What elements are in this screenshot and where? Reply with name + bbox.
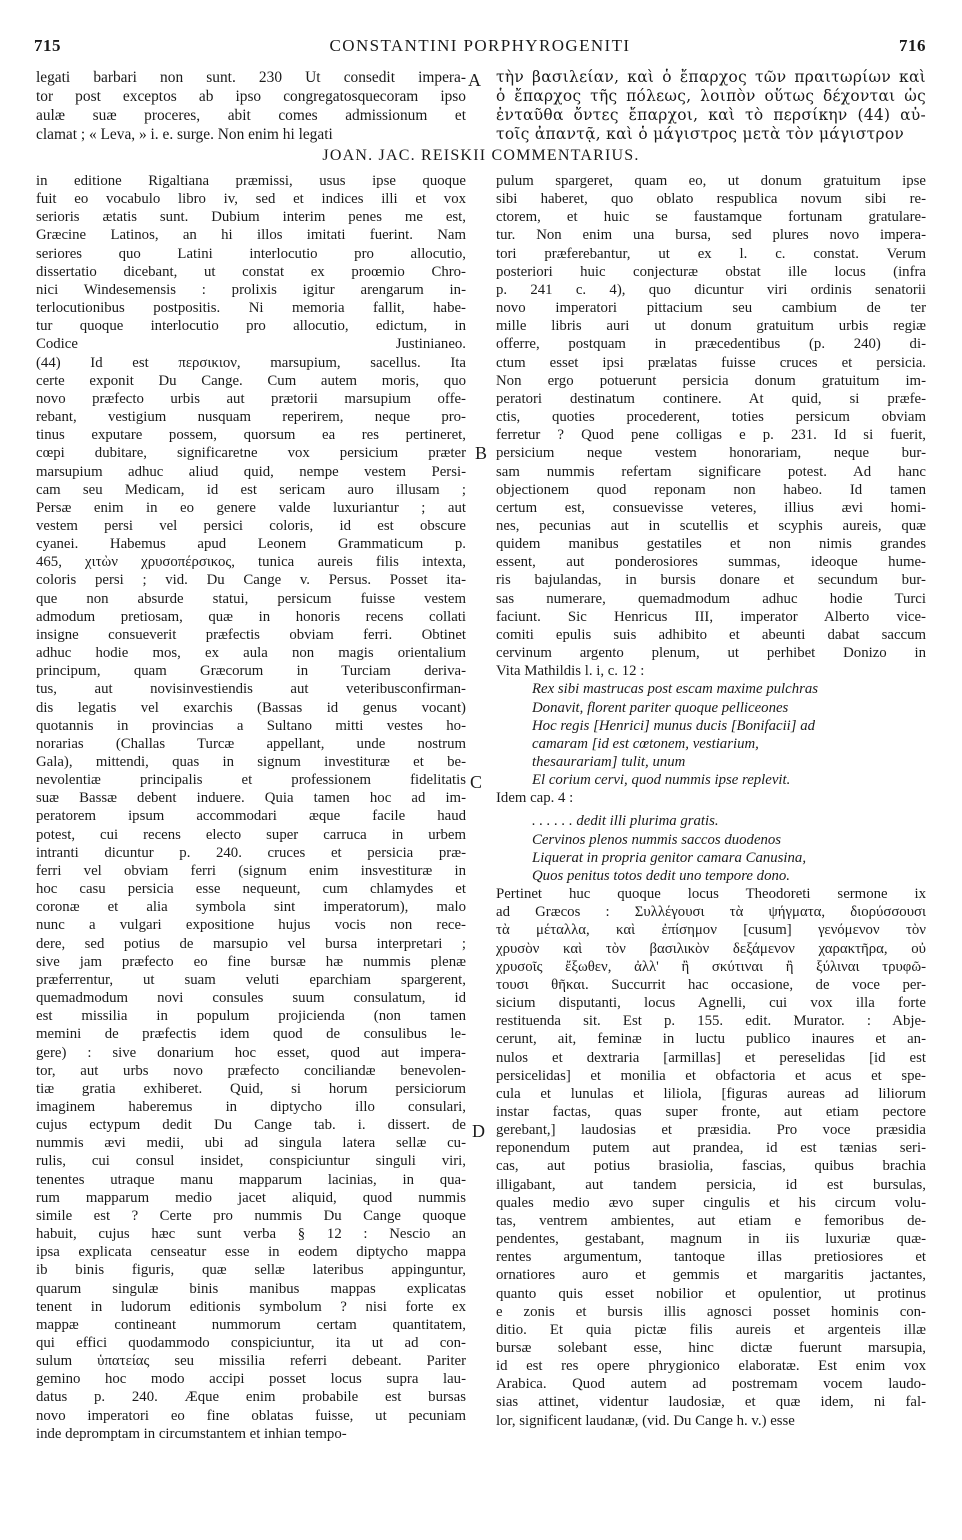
text-line: Donavit, florent pariter quoque pelliceones (532, 699, 789, 716)
text-line: rulis, cui consul insidet, conspiciuntur singuli viri, (36, 1153, 466, 1170)
text-line: Pertinet huc quoque locus Theodoreti sermone ix (496, 886, 926, 903)
text-line: nevolentiæ principalis et professionem fidelitatis (36, 772, 466, 789)
text-line: 465, χιτὼν χρυσοπέρσικος, tunica aureis filis intexta, (36, 554, 466, 571)
text-line: Codice Justinianeo. (36, 336, 466, 353)
text-line: essent, aut ponderosiores summas, ideoque hume- (496, 554, 926, 571)
text-line: mappæ contineant nummorum certam quantitatem, (36, 1316, 466, 1333)
text-line: pulum spargeret, quam eo, ut donum gratuitum ipse (496, 173, 926, 189)
text-line: (44) Id est περσικιον, marsupium, sacellus. Ita (36, 354, 466, 371)
text-line: qui effici quodammodo conspiciuntur, ita ut ad con- (36, 1335, 466, 1351)
commentary-left-column (36, 172, 466, 1443)
text-line: id est res opere phrygionico elaboratæ. Est enim vox (496, 1358, 926, 1375)
text-line: præferrentur, ut suam veluti eparchiam spargerent, (36, 971, 466, 988)
text-line: simile est ? Certe pro nummis Du Cange quoque (36, 1207, 466, 1224)
text-line: cam seu Medicam, id est sericam auro illusam ; (36, 481, 466, 498)
text-line: cervinum argento plenum, ut perhibet Donizo in (496, 645, 926, 662)
text-line: gerebant,] laudosias et præsidia. Pro voce præsidia (496, 1122, 926, 1139)
text-line: nes, pecunias aut in scutellis et scyphis aureis, quæ (496, 517, 926, 534)
text-line: Hoc regis [Henrici] munus ducis [Bonifacii] ad (532, 717, 816, 734)
text-line: reponendum putem aut prandea, id est tænias seri- (496, 1140, 926, 1157)
text-line: bursæ solebant esse, hinc dictæ fuerunt marsupia, (496, 1340, 926, 1356)
text-line: nunc a vulgari expositione hujus vocis non rece- (36, 917, 466, 934)
text-line: tor post exceptos ab ipso congregatosquecoram ipso (36, 88, 466, 105)
text-line: τὰ μέταλλα, καὶ ἐπίσημον [cusum] γενόμενον τὸν (496, 922, 926, 939)
text-line: tinus exputare possem, quorsum ea res pertineret, (36, 427, 466, 444)
text-line: ornatiores auro et gemmis et margaritis jactantes, (496, 1267, 926, 1284)
text-line: marsupium adhuc aliud quid, nempe vestem Persi- (36, 463, 466, 480)
text-line: tus, aut novisinvestiendis aut veteribusconfirman- (36, 681, 466, 698)
text-line: vestem persi vel persici coloris, id est obscure (36, 517, 466, 534)
text-line: Persæ enim in eo genere valde luxuriantur ; aut (36, 499, 466, 516)
text-line: χρυσὸν καὶ τὸν βασιλικὸν δεξάμενον χαρακτῆρα, οὐ (496, 940, 926, 957)
text-line: cerunt, ait, feminæ in luctu publico inaures et an- (496, 1031, 926, 1048)
text-line: novo imperatori eo fine oblatas fuisse, ut pecuniam (36, 1407, 466, 1424)
commentary-right-column (496, 172, 926, 1430)
text-line: Arabica. Quod autem ad postremam vocem laudo- (496, 1376, 926, 1393)
text-line: admodum pretiosam, quæ in honoris recens collati (36, 608, 466, 625)
text-line: imaginem haberemus in diptycho illo consulari, (36, 1098, 466, 1115)
text-line: τὴν βασιλείαν, καὶ ὁ ἔπαρχος τῶν πραιτωρίων καὶ (496, 68, 926, 86)
margin-marker-c: C (470, 772, 483, 792)
text-line: coronæ et alia symbola sint imperatorum), malo (36, 899, 466, 916)
text-line: tas, ventrem ambientes, aut etiam e femoribus de- (496, 1212, 926, 1229)
text-line: terlocutionibus postpositis. Ni memoria fallit, habe- (36, 300, 466, 317)
text-line: χρυσοῖς ἔξωθεν, ἀλλ' ἢ σκύτιναι ἢ ξύλιναι τρυφῶ- (496, 958, 926, 975)
text-line: norarias (Challas Turcæ appellant, unde nostrum (36, 735, 466, 752)
text-line: τουσι θῆκαι. Succurrit hac occasione, de voce per- (496, 976, 926, 993)
text-line: ctum esset ipsi prælatas fuisse cruces et persicia. (496, 354, 926, 371)
text-line: serioris ætatis sunt. Dubium interim penes me est, (36, 209, 466, 226)
text-line: nici Windesemensis : prolixis igitur arengarum in- (36, 281, 466, 298)
text-line: p. 241 c. 4), quo dicuntur viri ordinis senatorii (496, 281, 926, 298)
text-line: ferri vel obviam ferri (signum enim insvestituræ in (36, 862, 466, 879)
main-text-latin (36, 68, 466, 144)
text-line: Rex sibi mastrucas post escam maxime pulchras (532, 681, 819, 698)
text-line: gemino hoc modo accipi posset locus supra lau- (36, 1371, 466, 1388)
margin-marker-b: B (475, 443, 488, 463)
text-line: datus p. 240. Æque enim probabile est bursas (36, 1389, 466, 1406)
text-line: sias attinet, videntur laudosiæ, et quæ idem, ni fal- (496, 1394, 926, 1411)
text-line: lor, significent laudanæ, (vid. Du Cange h. v.) esse (496, 1412, 795, 1429)
text-line: offerre, postquam in præcedentibus (p. 240) di- (496, 336, 926, 353)
text-line: ris bajulandas, in bursis donare et secundum bur- (496, 572, 926, 589)
text-line: hoc casu persicia esse nequeunt, cum chlamydes et (36, 881, 466, 898)
left-page-number: 715 (34, 36, 61, 55)
text-line: ad Græcos : Συλλέγουσι τὰ ψήγματα, διορύσσουσι (496, 904, 926, 921)
text-line: ib binis figuris, quæ sellæ lateribus appinguntur, (36, 1262, 466, 1279)
running-title: CONSTANTINI PORPHYROGENITI (329, 36, 631, 55)
page-header (34, 36, 926, 58)
text-line: peratorem ipsum accommodari æque facile haud (36, 808, 466, 825)
text-line: inde depromptam in circumstantem et inhian tempo- (36, 1425, 347, 1442)
text-line: Quos penitus totos dedit uno tempore dono. (532, 867, 790, 884)
text-line: fuit eo vocabulo libro iv, sed et indices illi et vox (36, 191, 466, 208)
text-line: dissertatio dicebant, ut constat ex proœmio Chro- (36, 263, 466, 280)
right-page-number: 716 (899, 36, 926, 55)
text-line: mille libris auri ut donum gratuitum urbis regiæ (496, 318, 926, 335)
text-line: dis legatis vel exarchis (Bassas id genus vocant) (36, 699, 466, 716)
text-line: quales medio ævo super cingulis et his circum volu- (496, 1194, 926, 1211)
text-line: rum mapparum medio jacet aliquid, quod nummis (36, 1189, 466, 1206)
text-line: cœpi dubitare, significaretne vox persicium præter (36, 445, 466, 462)
commentary-title: JOAN. JAC. REISKII COMMENTARIUS. (322, 147, 640, 164)
idem-label-text: Idem cap. 4 : (496, 790, 574, 807)
quote-donizo-1 (532, 680, 926, 789)
commentary-right-part-1 (496, 172, 926, 680)
text-line: intranti dicuntur p. 240. cruces et persicia præ- (36, 844, 466, 861)
text-line: ipsa explicata censeatur esse in eodem diptycho mappa (36, 1244, 466, 1261)
text-line: quarum singulæ binis manibus mappas explicatas (36, 1280, 466, 1297)
text-line: coloris persi ; vid. Du Cange v. Persus. Posset ita- (36, 572, 466, 589)
text-line: ctorem, et huic se faustamque fortunam gratulare- (496, 209, 926, 226)
text-line: certe exponit Du Cange. Cum autem moris, quo (36, 372, 466, 389)
text-line: suæ Bassæ debent induere. Quia tamen hoc ad im- (36, 790, 466, 807)
text-line: ferretur ? Quod pene colligas e p. 231. Id si fuerit, (496, 427, 926, 444)
text-line: nummis ævi medii, ubi ad singula latera sellæ cu- (36, 1135, 466, 1152)
text-line: ctis, quoties procederent, toties persicum obviam (496, 409, 926, 426)
text-line: ditio. Et quia pictæ filis aureis et argenteis illæ (496, 1321, 926, 1338)
text-line: ἐνταῦθα ὄντες ἔπαρχοι, καὶ τὸ περσίκην (44) αὐ- (496, 106, 926, 124)
text-line: sas numerare, quemadmodum adhuc hodie Turci (496, 590, 926, 607)
text-line: cula et lunulas et liliola, [figuras aureas ad liliorum (496, 1085, 926, 1102)
main-text-greek (496, 68, 926, 144)
text-line: que non absurde statui, persicum fuisse vestem (36, 590, 466, 607)
text-line: rebant, vestigium nusquam reperirem, neque pro- (36, 409, 466, 426)
text-line: tur. Non enim una bursa, sed plures novo impera- (496, 227, 926, 244)
text-line: Liquerat in propria genitor camara Canusina, (532, 849, 807, 866)
text-line: rentes argumentum, tantoque illas pretiosiores et (496, 1249, 926, 1266)
text-line: El corium cervi, quod nummis ipse replevit. (532, 772, 791, 789)
text-line: tor, aut urbs novo præfecto conciliandæ benevolen- (36, 1062, 466, 1079)
margin-marker-a: A (468, 70, 481, 90)
text-line: aulæ suæ proceres, abit comes admissionum et (36, 107, 466, 124)
text-line: tori præferebantur, ut ex l. c. constat. Verum (496, 245, 926, 262)
quote-donizo-2 (532, 812, 926, 885)
text-line: sulum ὑπατείας seu missilia referri debeant. Pariter (36, 1353, 466, 1370)
text-line: Cervinos plenos nummis saccos duodenos (532, 831, 782, 848)
margin-marker-d: D (472, 1121, 485, 1141)
text-line: persicium neque vestem honorariam, neque bur- (496, 445, 926, 462)
text-line: sive jam præfecto eo fine bursæ hæ nummis plenæ (36, 953, 466, 970)
text-line: adhuc hodie mos, ex aula non magis orientalium (36, 645, 466, 662)
text-line: illigabant, aut tandem persicia, id est bursulas, (496, 1176, 926, 1193)
text-line: legati barbari non sunt. 230 Ut consedit impera- (36, 69, 466, 86)
text-line: gere) : sive donarium hoc esset, quod aut impera- (36, 1044, 466, 1061)
text-line: ὁ ἔπαρχος τῆς πόλεως, λοιπὸν οὕτως δέχονται ὡς (496, 87, 926, 105)
text-line: habuit, cujus hæc sunt verba § 12 : Nescio an (36, 1226, 466, 1243)
text-line: comiti epulis suis adhibito et abeunti dabat saccum (496, 626, 926, 643)
text-line: cujus ectypum dedit Du Cange tab. i. dissert. de (36, 1117, 466, 1134)
text-line: restituenda sit. Est p. 155. edit. Murator. : Abje- (496, 1013, 926, 1030)
text-line: peratori destinatum continere. At quid, si præfe- (496, 390, 926, 407)
text-line: quanto quis esset nobilior et opulentior, ut protinus (496, 1285, 926, 1302)
text-line: Græcine Latinos, an hi illos imitati fuerint. Nam (36, 227, 466, 244)
text-line: τοῖς ἀπαντᾷ, καὶ ὁ μάγιστρος μετὰ τὸν μάγιστρον (496, 125, 905, 143)
text-line: insigne consueverit præfectis obviam ferri. Obtinet (36, 626, 466, 643)
text-line: novo imperatori pittacium seu cambium de ter (496, 300, 926, 317)
text-line: Non ergo potuerunt persicia donum gratuitum im- (496, 372, 926, 389)
text-line: faciunt. Sic Henricus III, imperator Alberto vice- (496, 608, 926, 625)
text-line: Gala), mittendi, quas in signum investituræ et be- (36, 754, 466, 770)
text-line: thesaurariam] tulit, unum (532, 754, 686, 770)
text-line: sam nummis refertam significare potest. Ad hanc (496, 463, 926, 480)
text-line: principum, quam Græcorum in Turciam deriva- (36, 663, 466, 680)
text-line: tur quoque interlocutio pro allocutio, edictum, in (36, 318, 466, 335)
text-line: instar factas, quas super fronte, aut etiam pectore (496, 1103, 926, 1120)
text-line: sibi haberet, quo oblato respublica novum sibi re- (496, 191, 926, 208)
text-line: sicium disputanti, locus Agnelli, cui vox illa forte (496, 995, 926, 1012)
text-line: posteriori huic conjecturæ obstat ille locus (infra (496, 263, 926, 280)
text-line: persicelidas] et monilia et obfactoria et acus et spe- (496, 1067, 926, 1084)
text-line: cyanei. Habemus apud Leonem Grammaticum p. (36, 536, 466, 553)
text-line: quidem manibus gestatiles et non nimis grandes (496, 536, 926, 553)
text-line: memini de præfectis idem quod de consulibus le- (36, 1026, 466, 1043)
text-line: e zonis et bursis illis agnosci posset hominis con- (496, 1303, 926, 1320)
text-line: tenent in ludorum editionis symbolum ? nisi forte ex (36, 1298, 466, 1315)
text-line: . . . . . . dedit illi plurima gratis. (532, 813, 719, 830)
text-line: dere, sed potius de marsupio vel bursa interpretari ; (36, 935, 466, 952)
text-line: clamat ; « Leva, » i. e. surge. Non enim hi legati (36, 126, 333, 143)
text-line: tiæ gratia exhiberet. Quid, si horum persiciorum (36, 1080, 466, 1097)
text-line: Vita Mathildis l. i, c. 12 : (496, 663, 645, 680)
text-line: certum est, consuevisse veteres, illius ævi homi- (496, 499, 926, 516)
text-line: quotannis in provincias a Sultano mitti vestes ho- (36, 717, 466, 734)
text-line: pendentes, gestabant, magnum in iis luxuriæ quæ- (496, 1231, 926, 1248)
text-line: tenentes utraque manu mapparum lacinias, in qua- (36, 1171, 466, 1188)
text-line: objectionem quod reponam non habeo. Id tamen (496, 481, 926, 498)
text-line: quemadmodum novi consules suum consulatum, id (36, 990, 466, 1007)
text-line: nulos et dextraria [armillas] et pereselidas [id est (496, 1049, 926, 1066)
text-line: est missilia in populum projicienda (non tamen (36, 1008, 466, 1025)
text-line: in editione Rigaltiana præmissi, usus ipse quoque (36, 173, 466, 189)
commentary-right-part-2 (496, 885, 926, 1430)
text-line: camaram [id est cœtonem, vestiarium, (532, 735, 759, 752)
text-line: potest, cui recens electo super carruca in urbem (36, 826, 466, 843)
idem-label (496, 789, 926, 807)
text-line: seriores quo Latini interlocutio pro allocutio, (36, 245, 466, 262)
text-line: novo præfecto urbis aut prætorii marsupium offe- (36, 390, 466, 407)
text-line: cas, aut potius brasiolia, fascias, quibus brachia (496, 1158, 926, 1175)
